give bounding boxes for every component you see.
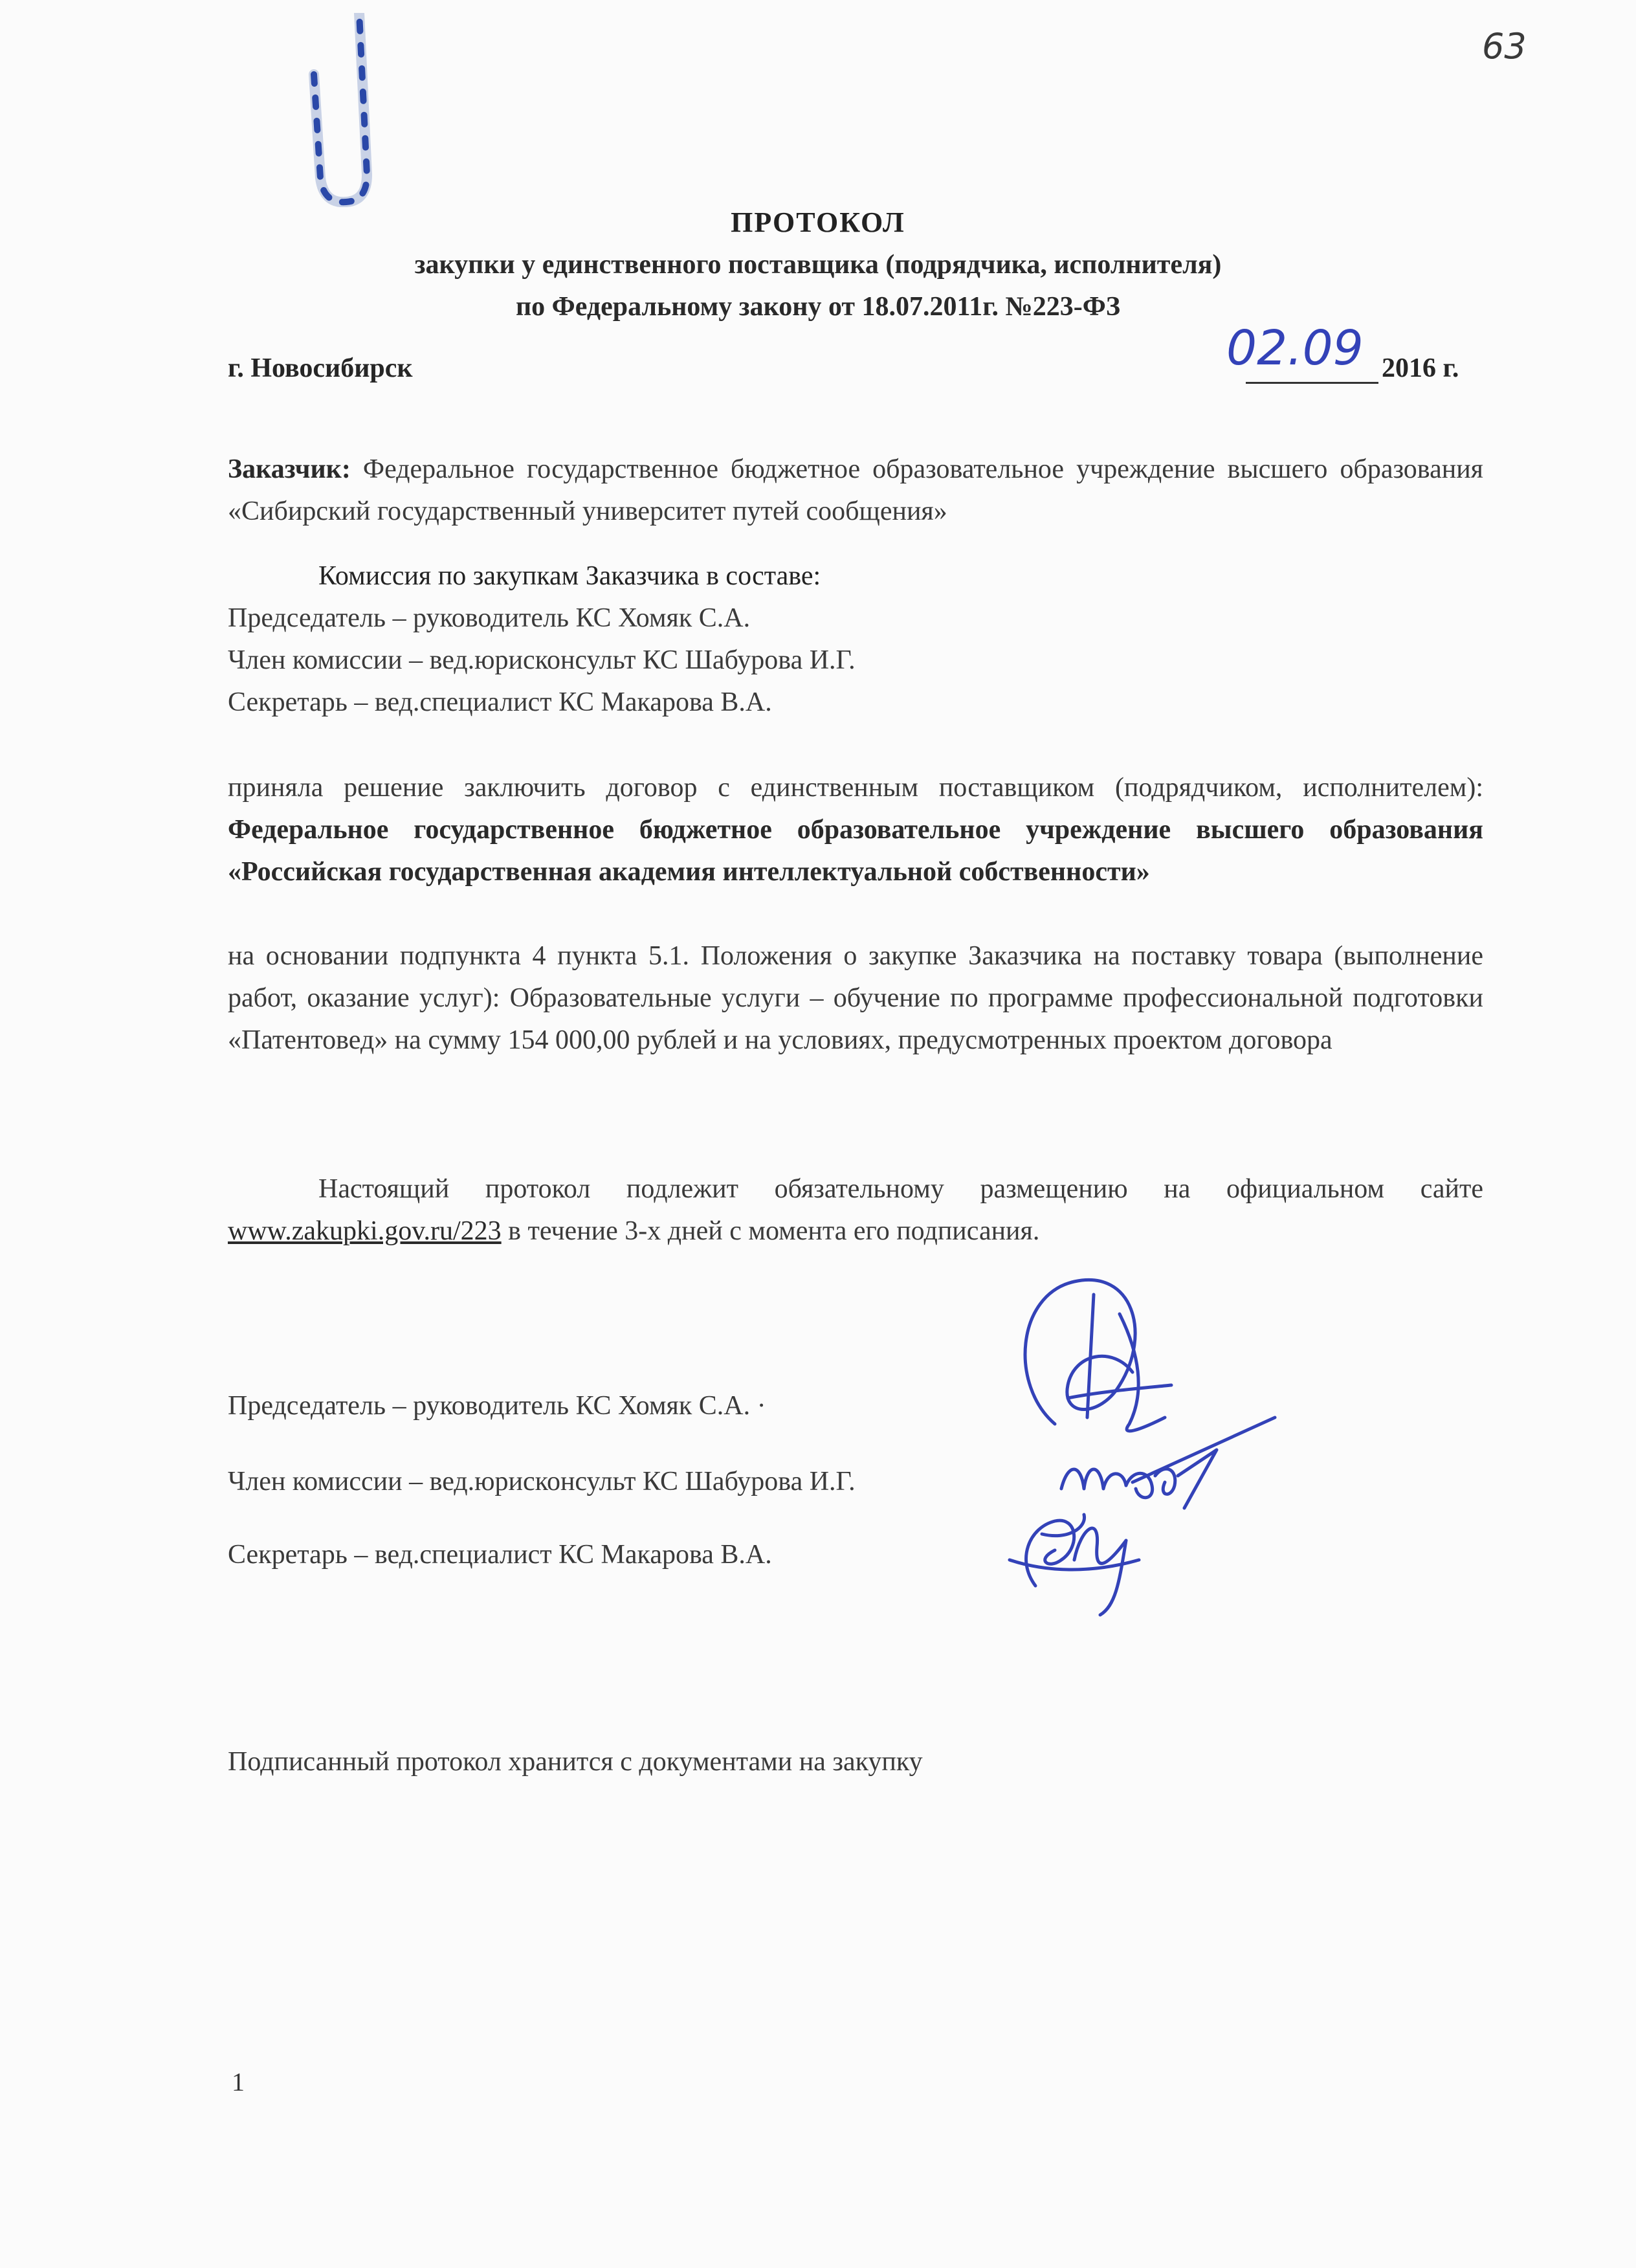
member-chairman: Председатель – руководитель КС Хомяк С.А. [228,603,751,633]
member-commission: Член комиссии – вед.юрисконсульт КС Шабурова И.Г. [228,645,856,675]
publish-text: Настоящий протокол подлежит обязательному размещению на официальном сайте [318,1174,1483,1204]
paper-clip-icon [294,13,385,207]
handwritten-page-number: 63 [1482,26,1527,67]
date-year: 2016 г. [1382,353,1459,383]
document-subtitle-line-1: закупки у единственного поставщика (подрядчика, исполнителя) [414,250,1222,280]
zakupki-link[interactable]: www.zakupki.gov.ru/223 [228,1216,502,1246]
signatory-chairman: Председатель – руководитель КС Хомяк С.А. · [228,1391,766,1421]
document-title: ПРОТОКОЛ [731,206,905,238]
customer-text: Федеральное государственное бюджетное образовательное учреждение высшего образования «Сибирский государственный университет путей сообщения» [228,454,1483,526]
decision-text: приняла решение заключить договор с единственным поставщиком (подрядчиком, исполнителем): [228,773,1483,803]
supplier-name: Федеральное государственное бюджетное образовательное учреждение высшего образования «Российская государственная академия интеллектуальной собственности» [228,815,1483,887]
publish-text-end: в течение 3-х дней с момента его подписания. [501,1216,1040,1246]
handwritten-date: 02.09 [1226,320,1364,376]
publish-paragraph [228,1168,1483,1252]
handwritten-signatures-icon [971,1256,1372,1618]
signatory-commission: Член комиссии – вед.юрисконсульт КС Шабурова И.Г. [228,1467,856,1496]
document-subtitle-line-2: по Федеральному закону от 18.07.2011г. №223-ФЗ [515,292,1120,322]
customer-label: Заказчик: [228,454,351,484]
decision-paragraph [228,767,1483,893]
page-number: 1 [232,2067,245,2096]
commission-intro: Комиссия по закупкам Заказчика в составе: [318,561,821,591]
member-secretary: Секретарь – вед.специалист КС Макарова В.А. [228,687,772,717]
date-underline [1246,382,1378,384]
city: г. Новосибирск [228,353,413,383]
customer-paragraph [228,449,1483,533]
signatory-secretary: Секретарь – вед.специалист КС Макарова В.А. [228,1540,772,1570]
storage-note: Подписанный протокол хранится с документами на закупку [228,1747,923,1777]
basis-paragraph: на основании подпункта 4 пункта 5.1. Положения о закупке Заказчика на поставку товара (выполнение работ, оказание услуг): Образовательные услуги – обучение по программе профессиональной подготовки «Патентовед» на сумму 154 000,00 рублей и на условиях, предусмотренных проектом договора [228,941,1483,1055]
